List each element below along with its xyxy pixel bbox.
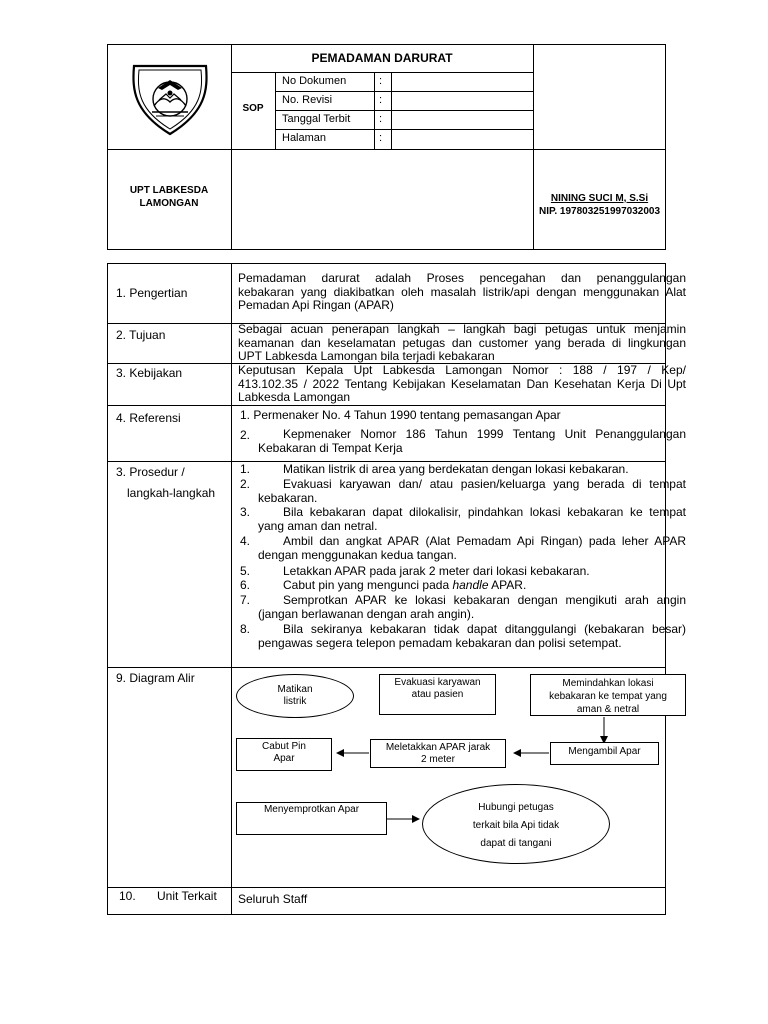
field-separator: : [379, 113, 383, 125]
text-line: UPT Labkesda Lamongan bila terjadi kebakaran [238, 349, 495, 363]
field-separator: : [379, 132, 383, 144]
flow-node-text: kebakaran ke tempat yang [549, 691, 667, 702]
flow-node-pindahkan [530, 674, 686, 716]
section-label-prosedur-2: langkah-langkah [127, 486, 216, 500]
procedure-step [240, 622, 686, 650]
flow-node-text: Meletakkan APAR jarak [385, 742, 491, 753]
text-line: Labkesda Lamongan [238, 390, 351, 404]
step-text-cont: yang aman dan netral. [258, 519, 378, 533]
flow-node-text: Mengambil Apar [568, 746, 641, 757]
procedure-step [240, 564, 686, 578]
field-separator: : [379, 75, 383, 87]
flow-node-text: dapat di tangani [480, 838, 552, 849]
step-text: Letakkan APAR pada jarak 2 meter dari lokasi kebakaran. [283, 564, 590, 578]
step-number: 7. [240, 593, 251, 607]
step-number: 4. [240, 534, 251, 548]
flow-node-hubungi [422, 784, 610, 864]
step-number: 1. [240, 462, 251, 476]
regency-logo [126, 60, 214, 138]
field-separator: : [379, 94, 383, 106]
step-text: Ambil dan angkat APAR (Alat Pemadam Api Ringan) pada leher APAR [283, 534, 686, 548]
step-text: Bila sekiranya kebakaran tidak dapat ditanggulangi (kebakaran besar) [283, 622, 686, 636]
header-divider [231, 44, 232, 250]
step-text-italic: handle [452, 578, 489, 592]
body-divider [107, 405, 666, 406]
header-divider [275, 129, 533, 130]
step-number: 5. [240, 564, 251, 578]
field-label-no-revisi: No. Revisi [282, 94, 333, 106]
section-label-diagram: 9. Diagram Alir [116, 671, 195, 685]
text-line: Kebakaran di Tempat Kerja [258, 440, 403, 455]
flow-node-text: Cabut Pin [262, 741, 306, 752]
flow-node-text: terkait bila Api tidak [472, 820, 560, 831]
step-number: 3. [240, 505, 251, 519]
header-divider [533, 44, 534, 250]
step-text: Bila kebakaran dapat dilokalisir, pindahkan lokasi kebakaran ke tempat [283, 505, 686, 519]
section-label-prosedur: 3. Prosedur / [116, 465, 185, 479]
flow-node-text: listrik [283, 696, 307, 707]
section-text-tujuan [238, 323, 686, 364]
step-text [240, 578, 686, 592]
flow-node-ambil-apar [550, 742, 659, 765]
flow-node-text: aman & netral [576, 704, 640, 715]
flow-node-text: Matikan [277, 684, 313, 695]
section-label-referensi: 4. Referensi [116, 411, 181, 425]
signer-name: NINING SUCI M, S.Si [550, 193, 649, 204]
text-line: keamanan dan keselamatan petugas dan customer yang berada di lingkungan [238, 335, 686, 350]
procedure-step [240, 593, 686, 621]
step-number: 6. [240, 578, 251, 592]
text-line: Sebagai acuan penerapan langkah – langkah bagi petugas untuk menjamin [238, 322, 686, 336]
text-line: Pemadan Api Ringan (APAR) [238, 298, 394, 312]
header-divider [275, 91, 533, 92]
step-text: Evakuasi karyawan dan/ atau pasien/keluarga yang berada di tempat [283, 477, 686, 491]
referensi-item-2 [258, 428, 686, 455]
procedure-step [240, 534, 686, 562]
flow-node-evakuasi [379, 674, 496, 715]
field-label-no-dokumen: No Dokumen [282, 75, 347, 87]
section-label-tujuan: 2. Tujuan [116, 328, 166, 342]
step-text-part: Cabut pin yang mengunci pada [283, 578, 453, 592]
referensi-item-2-num: 2. [240, 428, 251, 442]
header-divider [231, 72, 533, 73]
header-divider [275, 110, 533, 111]
section-label-unit: Unit Terkait [157, 889, 217, 903]
procedure-step [240, 505, 686, 533]
procedure-step [240, 462, 686, 476]
text-line: Keputusan Kepala Upt Labkesda Lamongan Nomor : 188 / 197 / Kep/ [238, 363, 686, 377]
org-name-line1: UPT LABKESDA [129, 185, 209, 196]
step-text-cont: dengan menggunakan kedua tangan. [258, 548, 457, 562]
referensi-item-1: 1. Permenaker No. 4 Tahun 1990 tentang pemasangan Apar [240, 408, 561, 422]
sop-label: SOP [242, 103, 264, 114]
org-name-line2: LAMONGAN [139, 198, 199, 209]
section-label-unit-num: 10. [119, 889, 136, 903]
text-line: Pemadaman darurat adalah Proses pencegahan dan penanggulangan [238, 271, 686, 285]
flow-node-text: atau pasien [411, 689, 464, 700]
step-text-cont: pengawas segera telepon pemadam kebakaran dan polisi setempat. [258, 636, 622, 650]
section-label-kebijakan: 3. Kebijakan [116, 366, 183, 380]
text-line: 413.102.35 / 2022 Tentang Kebijakan Keselamatan Dan Kesehatan Kerja Di Upt [238, 376, 686, 391]
document-title: PEMADAMAN DARURAT [311, 51, 453, 65]
procedure-step [240, 477, 686, 505]
flow-node-text: Apar [273, 753, 295, 764]
section-text-unit: Seluruh Staff [238, 892, 308, 906]
step-text: Matikan listrik di area yang berdekatan dengan lokasi kebakaran. [283, 462, 629, 476]
flow-node-text: 2 meter [421, 754, 455, 765]
header-divider [107, 149, 666, 150]
text-line: Kepmenaker Nomor 186 Tahun 1999 Tentang Unit Penanggulangan [283, 427, 686, 441]
flow-node-text: Menyemprotkan Apar [263, 804, 360, 815]
field-label-halaman: Halaman [282, 132, 327, 144]
flow-node-text: Hubungi petugas [478, 802, 554, 813]
field-label-tanggal-terbit: Tanggal Terbit [282, 113, 351, 125]
flow-node-cabut-pin [236, 738, 332, 771]
flow-node-text: Memindahkan lokasi [562, 678, 654, 689]
step-text: Semprotkan APAR ke lokasi kebakaran dengan mengikuti arah angin [283, 593, 686, 607]
body-divider [107, 887, 666, 888]
step-text-cont: (jangan berlawanan dengan arah angin). [258, 607, 475, 621]
flow-node-letakkan-apar [370, 739, 506, 768]
flow-node-matikan-listrik [236, 674, 354, 718]
section-text-kebijakan [238, 364, 686, 405]
step-number: 8. [240, 622, 251, 636]
section-label-pengertian: 1. Pengertian [116, 286, 188, 300]
step-text-cont: kebakaran. [258, 491, 318, 505]
step-text-part: APAR. [488, 578, 527, 592]
flow-node-semprot [236, 802, 387, 835]
procedure-step [240, 578, 686, 592]
step-number: 2. [240, 477, 251, 491]
signer-nip: NIP. 197803251997032003 [538, 206, 661, 217]
flow-node-text: Evakuasi karyawan [394, 677, 481, 688]
section-text-pengertian [238, 272, 686, 313]
text-line: kebakaran yang diakibatkan oleh masalah listrik/api dengan menggunakan Alat [238, 284, 686, 299]
